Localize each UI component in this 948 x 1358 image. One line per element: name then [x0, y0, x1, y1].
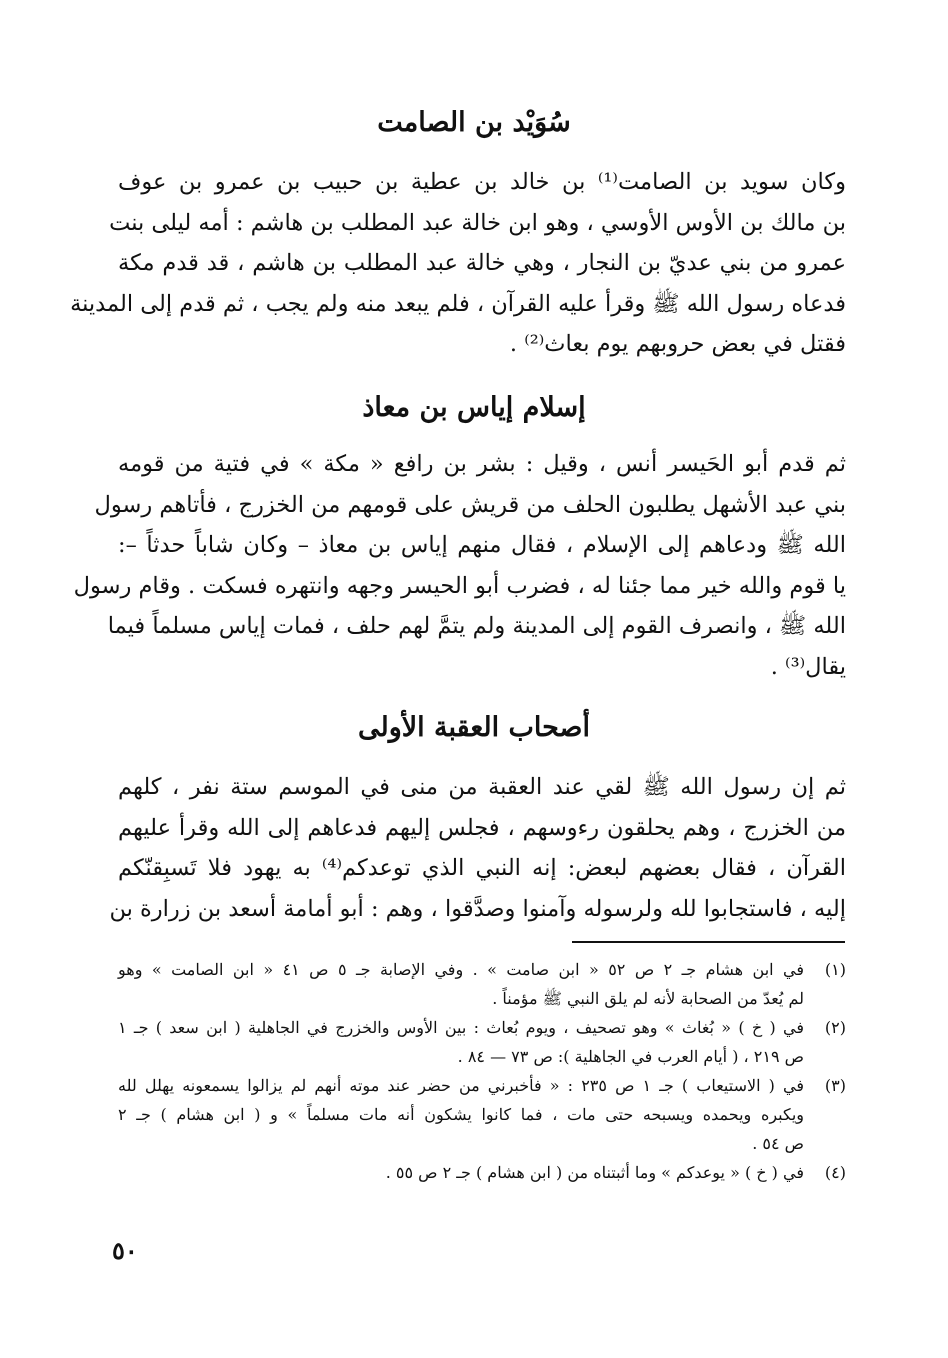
- footnote: [118, 955, 846, 1013]
- section-heading-aqaba: أصحاب العقبة الأولى: [357, 712, 590, 743]
- text-line: وكان سويد بن الصامت⁽¹⁾ بن خالد بن عطية بن حبيب بن عمرو بن عوف: [118, 169, 846, 195]
- footnote-line: في ابن هشام جـ ٢ ص ٥٢ « ابن صامت » . وفي الإصابة جـ ٥ ص ٤١ « ابن الصامت » وهو: [118, 960, 805, 979]
- section-heading-iyas: إسلام إياس بن معاذ: [362, 392, 586, 423]
- paragraph-iyas: [73, 444, 846, 687]
- footnote-number: (٣): [824, 1076, 846, 1095]
- footnote-text: [118, 1013, 804, 1071]
- footnote-line: ص ٥٤ .: [752, 1134, 804, 1153]
- footnote: [118, 1158, 846, 1187]
- footnote: [118, 1071, 846, 1158]
- footnote-number: (١): [824, 960, 846, 979]
- page-number: ٥٠: [112, 1236, 138, 1265]
- text-line: عمرو من بني عديّ بن النجار ، وهي خالة عبد المطلب بن هاشم ، قد قدم مكة: [118, 250, 846, 276]
- text-line: إليه ، فاستجابوا لله ولرسوله وآمنوا وصدَّقوا ، وهم : أبو أمامة أسعد بن زرارة بن: [109, 895, 846, 922]
- footnote-number: (٢): [824, 1018, 846, 1037]
- text-line: بن مالك بن الأوس الأوسي ، وهو ابن خالة عبد المطلب بن هاشم : أمه ليلى بنت: [109, 209, 846, 236]
- footnote-line: في ( خ ) « بُغاث » وهو تصحيف ، ويوم بُعاث : بين الأوس والخزرج في الجاهلية ( ابن سعد ) جـ ١: [118, 1018, 804, 1037]
- text-line: فقتل في بعض حروبهم يوم بعاث⁽²⁾ .: [509, 331, 846, 357]
- text-line: يا قوم والله خير مما جئنا له ، فضرب أبو الحيسر وجهه وانتهره فسكت . وقام رسول: [73, 572, 846, 599]
- footnote: [118, 1013, 846, 1071]
- text-line: ثم إن رسول الله ﷺ لقي عند العقبة من منى في الموسم ستة نفر ، كلهم: [118, 774, 846, 800]
- text-line: الله ﷺ ، وانصرف القوم إلى المدينة ولم يتمَّ لهم حلف ، فمات إياس مسلماً فيما: [107, 613, 846, 639]
- footnote-divider: [572, 941, 845, 943]
- footnotes: [118, 955, 846, 1187]
- footnote-number: (٤): [824, 1163, 846, 1182]
- footnote-line: ص ٢١٩ ، ( أيام العرب في الجاهلية ): ص ٧٣ — ٨٤ .: [457, 1047, 804, 1066]
- footnote-text: [118, 1071, 804, 1158]
- footnote-line: في ( الاستيعاب ) جـ ١ ص ٢٣٥ : « فأخبرني من حضر عند موته أنهم لم يزالوا يسمعونه يهلل لله: [118, 1076, 805, 1095]
- text-line: بني عبد الأشهل يطلبون الحلف من قريش على قومهم من الخزرج ، فأتاهم رسول: [94, 491, 846, 518]
- text-line: فدعاه رسول الله ﷺ وقرأ عليه القرآن ، فلم يبعد منه ولم يجب ، ثم قدم إلى المدينة: [70, 290, 846, 317]
- paragraph-suwayd: [70, 162, 846, 365]
- text-line: يقال⁽³⁾ .: [770, 653, 846, 680]
- text-line: القرآن ، فقال بعضهم لبعض: إنه النبي الذي توعدكم⁽⁴⁾ به يهود فلا تَسبِقنّكم: [118, 855, 846, 881]
- text-line: من الخزرج ، وهم يحلقون رءوسهم ، فجلس إليهم فدعاهم إلى الله وقرأ عليهم: [118, 814, 846, 841]
- footnote-line: لم يُعدّ من الصحابة لأنه لم يلق النبي ﷺ مؤمناً .: [492, 989, 804, 1008]
- paragraph-aqaba: [109, 767, 846, 929]
- section-heading-suwayd: سُوَيْد بن الصامت: [377, 107, 571, 138]
- footnote-text: [118, 955, 804, 1013]
- footnote-line: في ( خ ) « يوعدكم » وما أثبتناه من ( ابن هشام ) جـ ٢ ص ٥٥ .: [385, 1163, 804, 1182]
- text-line: ثم قدم أبو الحَيسر أنس ، وقيل : بشر بن رافع « مكة » في فتية من قومه: [118, 451, 846, 477]
- footnote-line: ويكبره ويحمده ويسبحه حتى مات ، فما كانوا يشكون أنه مات مسلماً » و ( ابن هشام ) جـ ٢: [118, 1105, 804, 1124]
- footnote-text: [118, 1158, 804, 1187]
- text-line: الله ﷺ ودعاهم إلى الإسلام ، فقال منهم إياس بن معاذ – وكان شاباً حدثاً –:: [118, 532, 846, 558]
